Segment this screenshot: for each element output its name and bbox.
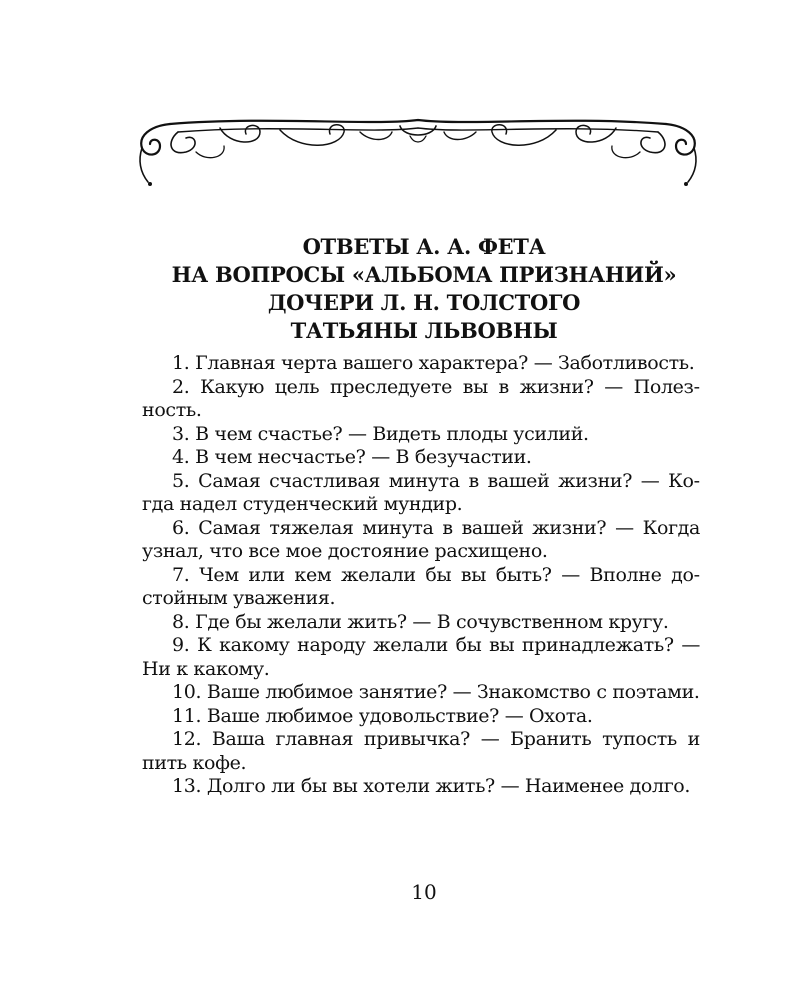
qa-list — [142, 352, 700, 799]
section-title — [100, 233, 748, 345]
title-line: ТАТЬЯНЫ ЛЬВОВНЫ — [290, 318, 558, 343]
qa-item: 2. Какую цель преследуете вы в жизни? — Полезность. — [142, 375, 700, 421]
decorative-ornament-header — [130, 112, 706, 192]
qa-item: 8. Где бы желали жить? — В сочувственном кругу. — [172, 610, 669, 633]
qa-item: 3. В чем счастье? — Видеть плоды усилий. — [172, 422, 589, 445]
title-line: ОТВЕТЫ А. А. ФЕТА — [302, 234, 546, 259]
title-line: НА ВОПРОСЫ «АЛЬБОМА ПРИЗНАНИЙ» — [171, 262, 677, 287]
qa-item: 12. Ваша главная привычка? — Бранить тупость и пить кофе. — [142, 728, 700, 774]
qa-item: 4. В чем несчастье? — В безучастии. — [172, 446, 532, 468]
qa-item: 10. Ваше любимое занятие? — Знакомство с поэтами. — [172, 681, 700, 703]
qa-item: 7. Чем или кем желали бы вы быть? — Вполне достойным уважения. — [142, 563, 700, 609]
page-number: 10 — [411, 880, 437, 904]
title-line: ДОЧЕРИ Л. Н. ТОЛСТОГО — [267, 290, 581, 315]
qa-item: 6. Самая тяжелая минута в вашей жизни? — Когда узнал, что все мое достояние расхищено. — [142, 516, 700, 562]
qa-item: 11. Ваше любимое удовольствие? — Охота. — [172, 704, 593, 727]
qa-item: 9. К какому народу желали бы вы принадлежать? — Ни к какому. — [142, 634, 700, 680]
qa-item: 1. Главная черта вашего характера? — Заботливость. — [172, 352, 695, 374]
qa-item: 13. Долго ли бы вы хотели жить? — Наименее долго. — [172, 775, 691, 797]
qa-item: 5. Самая счастливая минута в вашей жизни? — Когда надел студенческий мундир. — [142, 469, 700, 515]
